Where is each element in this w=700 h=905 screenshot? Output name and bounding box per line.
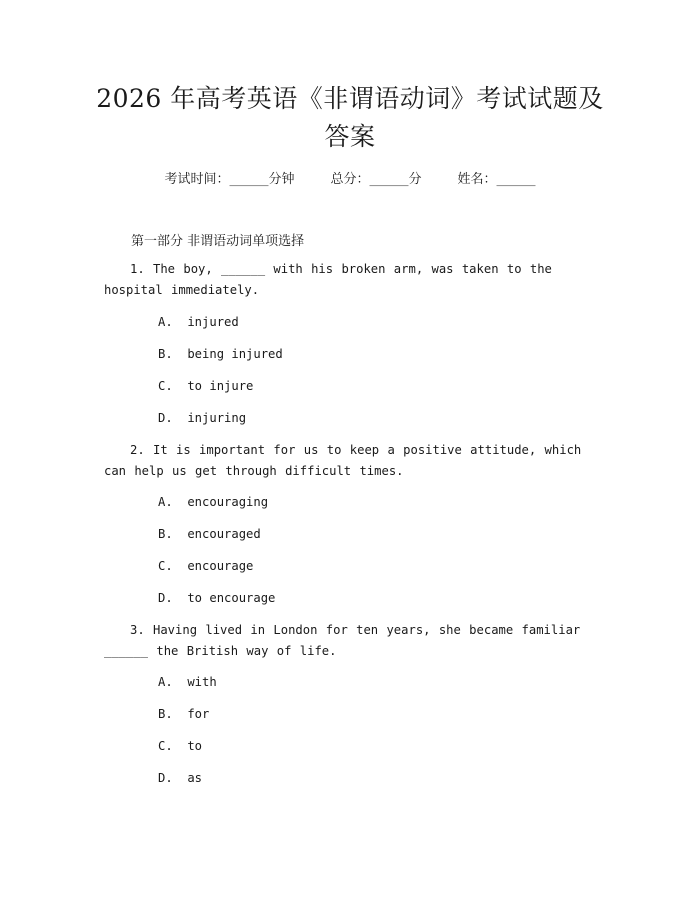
exam-meta-line xyxy=(0,168,700,187)
question-2-option-a: A. encouraging xyxy=(158,495,269,509)
question-1-option-c: C. to injure xyxy=(158,379,254,393)
question-1-text: 1. The boy, ______ with his broken arm, was taken to the hospital immediately. xyxy=(104,262,552,297)
total-score-label: 总分：______分 xyxy=(330,172,422,187)
document-title: 2026 年高考英语《非谓语动词》考试试题及答案 xyxy=(96,84,604,151)
question-3-option-b: B. for xyxy=(158,707,210,721)
exam-time-label: 考试时间：______分钟 xyxy=(164,172,295,187)
question-2-option-b: B. encouraged xyxy=(158,527,261,541)
question-1-option-d: D. injuring xyxy=(158,411,247,425)
question-3-text: 3. Having lived in London for ten years, she became familiar ______ the British way of life. xyxy=(104,623,581,658)
question-3-option-a: A. with xyxy=(158,675,217,689)
question-2-option-d: D. to encourage xyxy=(158,591,276,605)
student-name-label: 姓名：______ xyxy=(457,172,536,187)
question-2-option-c: C. encourage xyxy=(158,559,254,573)
question-2-text: 2. It is important for us to keep a positive attitude, which can help us get through difficult times. xyxy=(104,443,582,478)
question-3-option-d: D. as xyxy=(158,771,203,785)
question-1-option-a: A. injured xyxy=(158,315,239,329)
question-3-option-c: C. to xyxy=(158,739,203,753)
section-title: 第一部分 非谓语动词单项选择 xyxy=(131,234,305,249)
question-1-option-b: B. being injured xyxy=(158,347,283,361)
